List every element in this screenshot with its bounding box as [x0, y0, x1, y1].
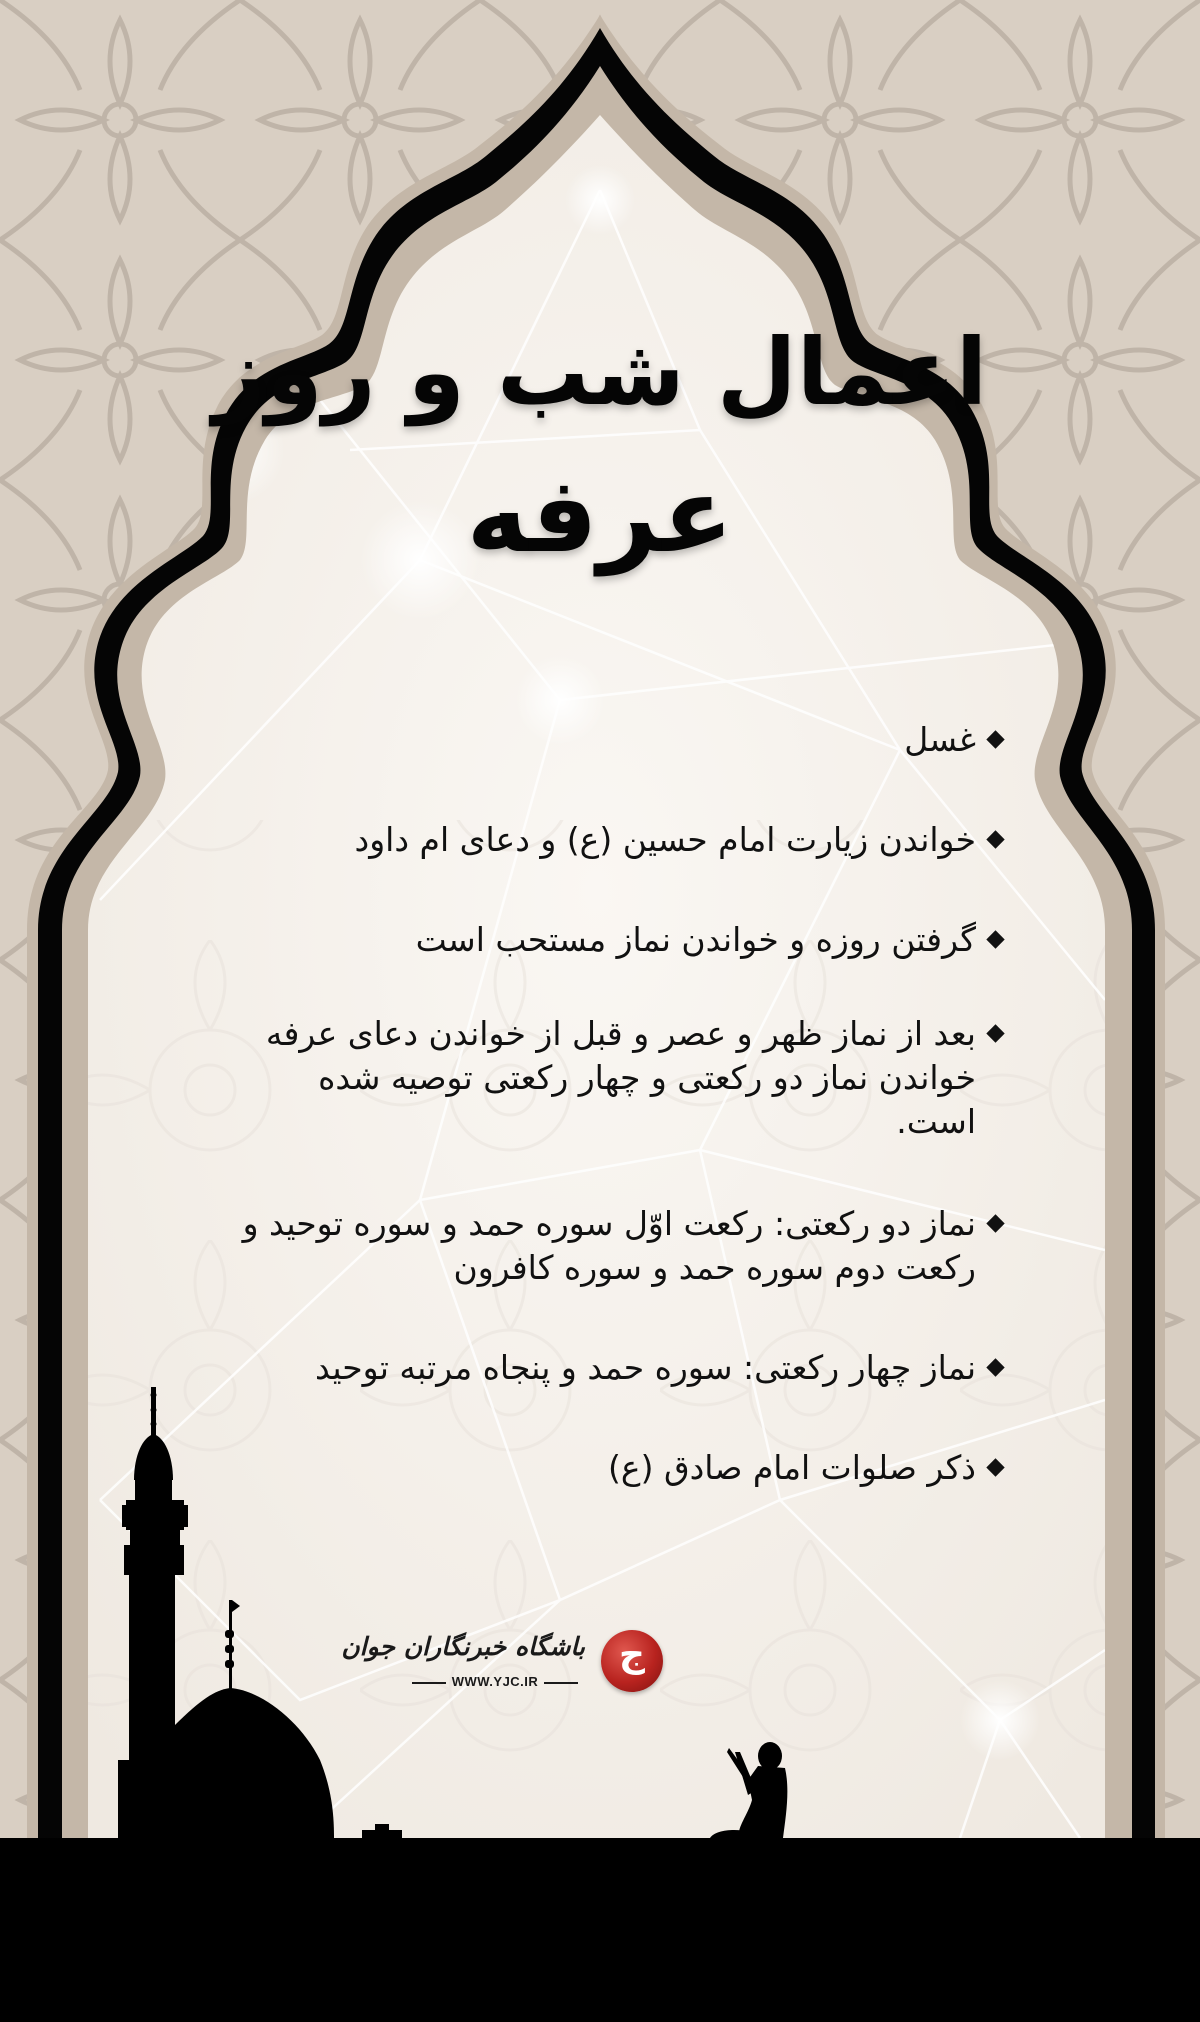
list-item	[242, 1346, 1002, 1390]
list-item	[242, 1446, 1002, 1490]
list-item	[242, 1202, 1002, 1290]
list-item-text: نماز دو رکعتی: رکعت اوّل سوره حمد و سوره توحید و رکعت دوم سوره حمد و سوره کافرون	[242, 1204, 976, 1287]
list-item-text: خواندن زیارت امام حسین (ع) و دعای ام داود	[354, 820, 976, 859]
list-item-text: بعد از نماز ظهر و عصر و قبل از خواندن دعای عرفه خواندن نماز دو رکعتی و چهار رکعتی توصیه شده است.	[265, 1014, 976, 1141]
list-item-text: گرفتن روزه و خواندن نماز مستحب است	[415, 920, 976, 959]
diamond-bullet-icon	[986, 830, 1004, 848]
logo-name: باشگاه خبرنگاران جوان	[341, 1632, 585, 1661]
diamond-bullet-icon	[986, 1024, 1004, 1042]
list-item-text: نماز چهار رکعتی: سوره حمد و پنجاه مرتبه توحید	[315, 1348, 976, 1387]
logo-url: WWW.YJC.IR	[405, 1674, 585, 1689]
diamond-bullet-icon	[986, 1458, 1004, 1476]
page-title-line1: اعمال شب و روز	[212, 319, 988, 426]
diamond-bullet-icon	[986, 1358, 1004, 1376]
list-item	[242, 818, 1002, 862]
diamond-bullet-icon	[986, 1214, 1004, 1232]
page-title-line2: عرفه	[466, 454, 734, 576]
list-item	[242, 918, 1002, 962]
bottom-black-band	[0, 1838, 1200, 2022]
diamond-bullet-icon	[986, 930, 1004, 948]
yjc-logo	[341, 1628, 665, 1718]
list-item-text: ذکر صلوات امام صادق (ع)	[608, 1448, 976, 1487]
diamond-bullet-icon	[986, 730, 1004, 748]
yjc-badge-icon	[601, 1630, 663, 1692]
list-item-text: غسل	[904, 720, 976, 759]
list-item	[236, 1012, 1002, 1144]
list-item	[242, 718, 1002, 762]
deeds-list	[242, 718, 1002, 1490]
logo-badge-glyph: ج	[619, 1634, 645, 1675]
